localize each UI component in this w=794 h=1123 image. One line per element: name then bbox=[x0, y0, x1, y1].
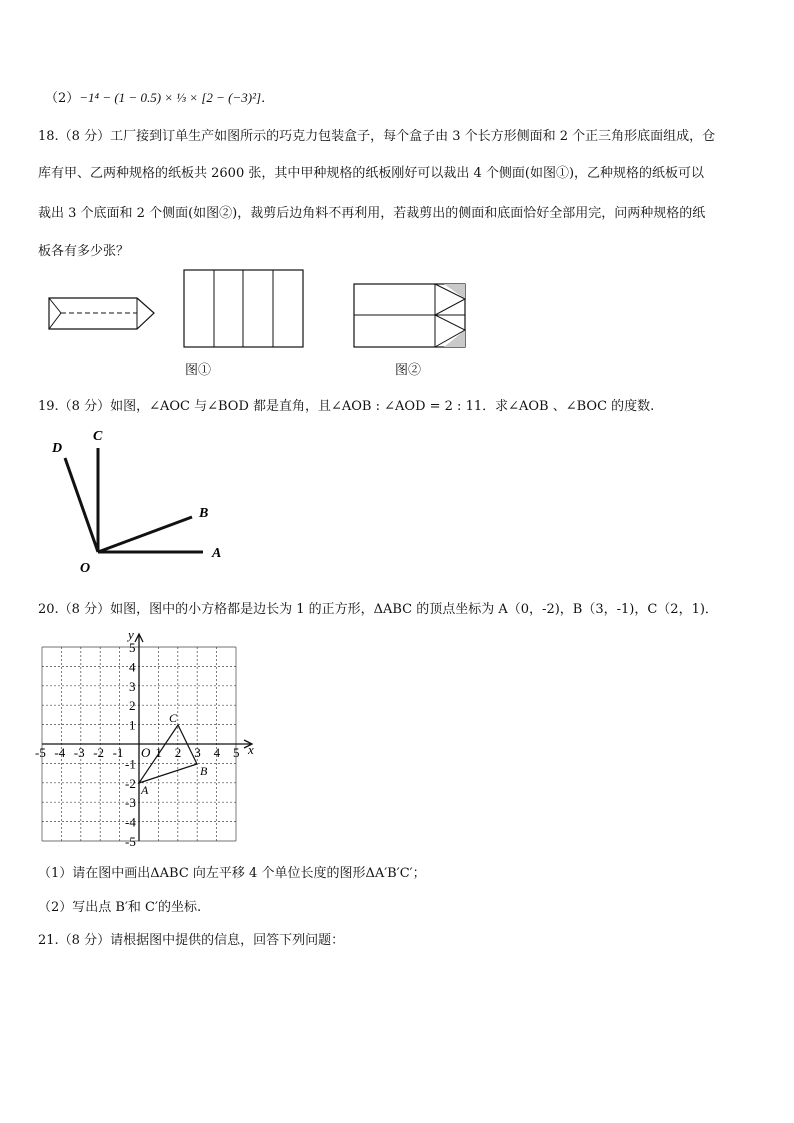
q20-y-tick--5: -5 bbox=[125, 834, 136, 846]
q20-y-tick-3: 3 bbox=[129, 678, 136, 694]
q20-sub1: （1）请在图中画出ΔABC 向左平移 4 个单位长度的图形ΔA′B′C′； bbox=[38, 866, 426, 881]
q17-part2-expression: −1⁴ − (1 − 0.5) × ⅓ × [2 − (−3)²]． bbox=[79, 90, 275, 105]
q18-line2: 库有甲、乙两种规格的纸板共 2600 张，其中甲种规格的纸板刚好可以裁出 4 个侧面(如图①)，乙种规格的纸板可以 bbox=[38, 166, 705, 181]
q19-label-c: C bbox=[93, 429, 103, 444]
q20-text: 20.（8 分）如图，图中的小方格都是边长为 1 的正方形，ΔABC 的顶点坐标为 A（0，-2)，B（3，-1)，C（2，1)． bbox=[38, 602, 718, 617]
q20-y-tick-2: 2 bbox=[129, 698, 136, 714]
q19-angle-figure bbox=[40, 420, 240, 580]
q19-text: 19.（8 分）如图，∠AOC 与∠BOD 都是直角，且∠AOB : ∠AOD = 2 : 11．求∠AOB 、∠BOC 的度数. bbox=[38, 399, 655, 414]
q20-y-tick--2: -2 bbox=[125, 775, 136, 791]
q20-x-tick--5: -5 bbox=[35, 745, 46, 760]
q20-axis-y-label: y bbox=[128, 628, 134, 642]
q20-x-tick-5: 5 bbox=[233, 745, 240, 760]
q20-axes bbox=[42, 634, 252, 841]
q20-point-c-label: C bbox=[169, 711, 178, 725]
q20-x-tick-labels bbox=[35, 745, 240, 760]
q18-figure-1-label: 图① bbox=[185, 363, 212, 378]
q18-figure-2 bbox=[352, 282, 470, 350]
q20-x-tick-4: 4 bbox=[213, 745, 221, 760]
q20-x-tick--1: -1 bbox=[112, 745, 124, 760]
q20-coordinate-grid bbox=[30, 628, 270, 846]
q17-part2-label: （2） bbox=[45, 91, 80, 106]
q20-sub2: （2）写出点 B′和 C′的坐标. bbox=[38, 900, 202, 915]
q20-point-a-label: A bbox=[141, 783, 149, 797]
q18-line4: 板各有多少张？ bbox=[38, 244, 130, 259]
q20-x-tick-2: 2 bbox=[174, 745, 182, 760]
q20-x-tick--2: -2 bbox=[93, 745, 105, 760]
q17-part2 bbox=[45, 87, 274, 106]
q19-label-b: B bbox=[199, 506, 209, 521]
q20-y-tick--1: -1 bbox=[125, 756, 136, 772]
q18-figure-2-label: 图② bbox=[395, 363, 422, 378]
q20-y-tick--4: -4 bbox=[125, 814, 136, 830]
q21-text: 21.（8 分）请根据图中提供的信息，回答下列问题： bbox=[38, 933, 345, 948]
q18-figure-1 bbox=[182, 268, 306, 350]
q20-axis-x-label: x bbox=[248, 742, 254, 757]
q18-box-figure bbox=[45, 292, 160, 334]
q18-line3: 裁出 3 个底面和 2 个侧面(如图②)，裁剪后边角料不再利用，若裁剪出的侧面和底面恰好全部用完，问两种规格的纸 bbox=[38, 206, 706, 221]
q20-origin-label: O bbox=[141, 745, 151, 760]
q20-y-tick-5: 5 bbox=[129, 640, 136, 655]
q20-x-tick-1: 1 bbox=[155, 745, 162, 760]
q19-label-d: D bbox=[52, 441, 63, 456]
q20-x-tick-3: 3 bbox=[194, 745, 201, 760]
q19-label-o: O bbox=[80, 561, 91, 576]
q20-y-tick-1: 1 bbox=[129, 717, 136, 733]
q20-y-tick-4: 4 bbox=[129, 659, 136, 675]
q18-line1: 18.（8 分）工厂接到订单生产如图所示的巧克力包装盒子，每个盒子由 3 个长方形侧面和 2 个正三角形底面组成，仓 bbox=[38, 129, 716, 144]
q19-label-a: A bbox=[212, 546, 222, 561]
q20-y-tick--3: -3 bbox=[125, 795, 136, 811]
q20-point-b-label: B bbox=[200, 764, 208, 778]
q20-x-tick--3: -3 bbox=[73, 745, 85, 760]
q20-y-tick-labels bbox=[125, 640, 136, 846]
q20-x-tick--4: -4 bbox=[54, 745, 66, 760]
